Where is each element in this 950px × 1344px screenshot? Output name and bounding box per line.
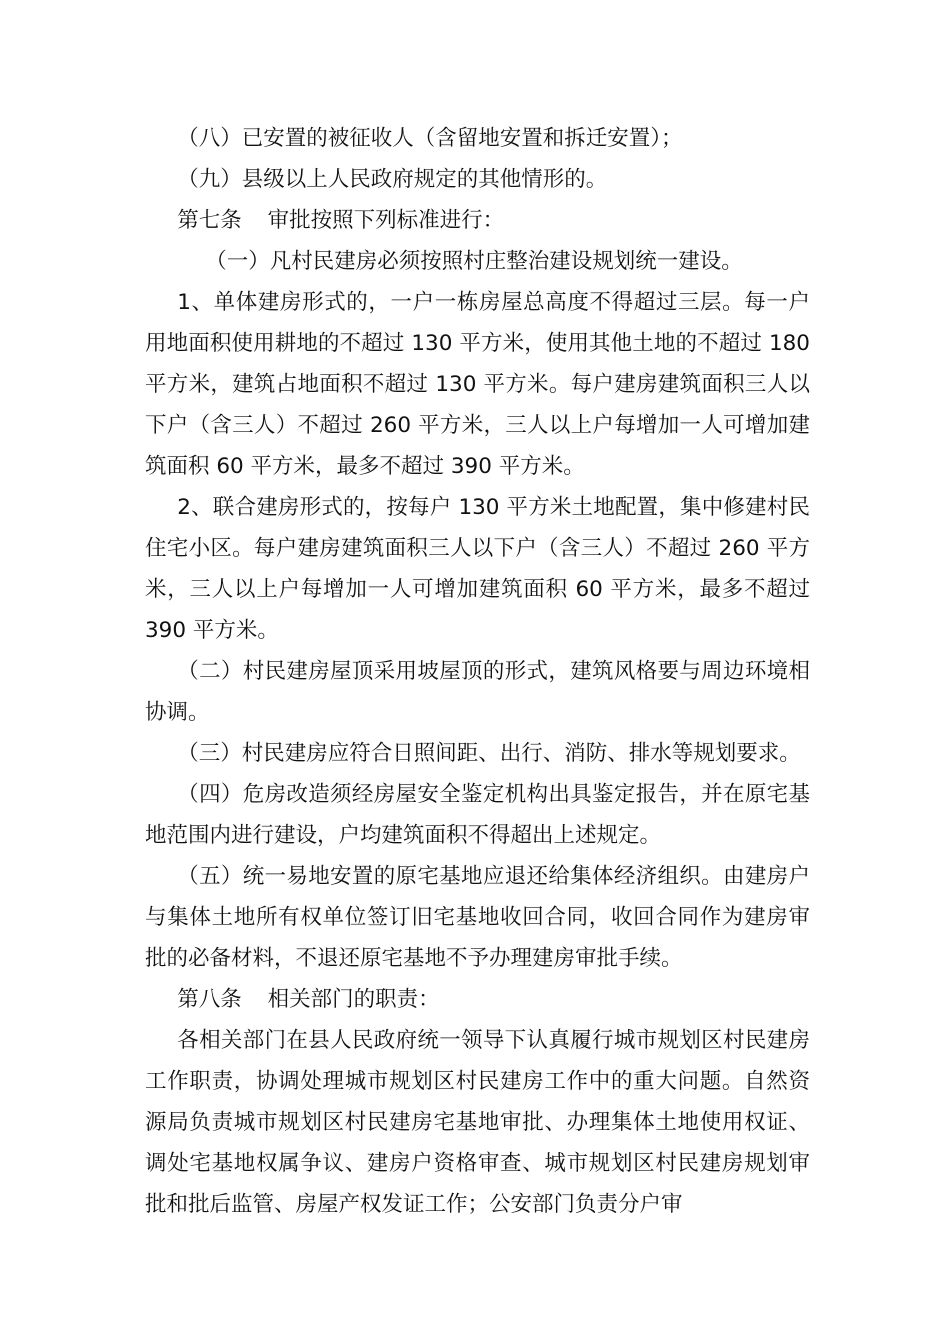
paragraph-clause-5: （五）统一易地安置的原宅基地应退还给集体经济组织。由建房户与集体土地所有权单位签订旧宅基地收回合同，收回合同作为建房审批的必备材料，不退还原宅基地不予办理建房审批手续。	[145, 864, 810, 971]
article-7-heading	[145, 200, 810, 241]
article-8-heading	[145, 979, 810, 1020]
article-7-number: 第七条	[177, 208, 242, 233]
document-body	[145, 118, 810, 1225]
paragraph-item-9: （九）县级以上人民政府规定的其他情形的。	[177, 167, 608, 192]
article-8-title: 相关部门的职责：	[267, 987, 440, 1012]
paragraph-single-house: 1、单体建房形式的，一户一栋房屋总高度不得超过三层。每一户用地面积使用耕地的不超过 130 平方米，使用其他土地的不超过 180 平方米，建筑占地面积不超过 130 平方米。每户建房建筑面积三人以下户（含三人）不超过 260 平方米，三人以上户每增加一人可增加建筑面积 60 平方米，最多不超过 390 平方米。	[145, 290, 810, 479]
article-7-title: 审批按照下列标准进行：	[267, 208, 505, 233]
article-8-number: 第八条	[177, 987, 242, 1012]
paragraph-duties: 各相关部门在县人民政府统一领导下认真履行城市规划区村民建房工作职责，协调处理城市规划区村民建房工作中的重大问题。自然资源局负责城市规划区村民建房宅基地审批、办理集体土地使用权证、调处宅基地权属争议、建房户资格审查、城市规划区村民建房规划审批和批后监管、房屋产权发证工作；公安部门负责分户审	[145, 1028, 810, 1217]
paragraph-clause-3: （三）村民建房应符合日照间距、出行、消防、排水等规划要求。	[177, 741, 801, 766]
paragraph-clause-4: （四）危房改造须经房屋安全鉴定机构出具鉴定报告，并在原宅基地范围内进行建设，户均建筑面积不得超出上述规定。	[145, 782, 810, 848]
paragraph-joint-house: 2、联合建房形式的，按每户 130 平方米土地配置，集中修建村民住宅小区。每户建房建筑面积三人以下户（含三人）不超过 260 平方米，三人以上户每增加一人可增加建筑面积 60 平方米，最多不超过 390 平方米。	[145, 495, 810, 643]
paragraph-item-8: （八）已安置的被征收人（含留地安置和拆迁安置）；	[177, 126, 683, 151]
paragraph-clause-1: （一）凡村民建房必须按照村庄整治建设规划统一建设。	[205, 249, 743, 274]
paragraph-clause-2: （二）村民建房屋顶采用坡屋顶的形式，建筑风格要与周边环境相协调。	[145, 659, 810, 725]
